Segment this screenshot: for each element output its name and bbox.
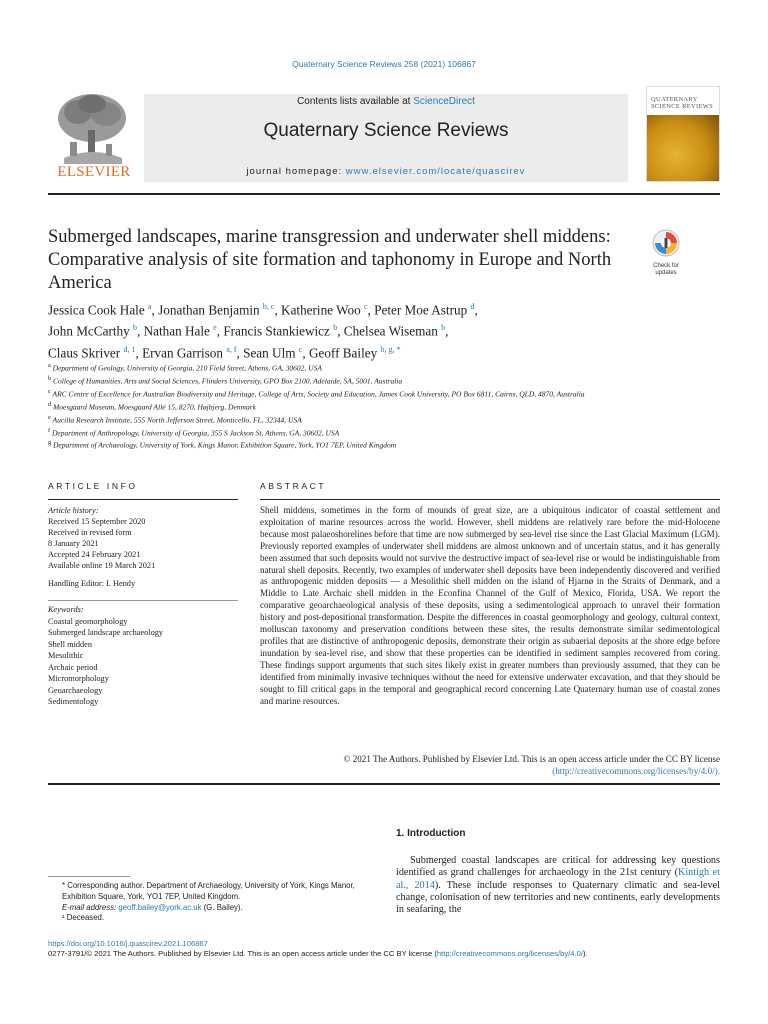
author-name[interactable]: Peter Moe Astrup <box>374 302 468 318</box>
affiliation-key: b <box>48 374 52 382</box>
cover-image <box>647 115 719 181</box>
citation-link[interactable]: Kintigh et al., 2014 <box>396 867 720 891</box>
keyword-item: Archaic period <box>48 662 98 672</box>
introduction-text: Submerged coastal landscapes are critical for addressing key questions identified as grand challenges for archaeology in the 21st century (Kintigh et al., 2014). These include responses to Quaternary climatic and sea-level change, colonisation of new territories and new continents, early developments in seafaring, the <box>396 855 720 916</box>
author-name[interactable]: Katherine Woo <box>281 302 361 318</box>
cover-title: QUATERNARY SCIENCE REVIEWS <box>651 96 714 110</box>
email-note: E-mail address: geoff.bailey@york.ac.uk (G. Bailey). <box>62 902 243 912</box>
abstract-text: Shell middens, sometimes in the form of mounds of great size, are a ubiquitous indicator of coastal settlement and exploitation of marine resources across the world. However, shell middens are relatively rare before the mid-Holocene because most palaeoshorelines before that time are now submerged by sea-level rise since the Last Glacial Maximum (LGM). Previously reported examples of underwater shell middens are almost unknown and of uncertain status, and it has generally been assumed that such deposits would not survive the destructive impact of sea-level rise or would be indistinguishable from natural shell deposits. Recently, two examples of underwater shell deposits have been independently discovered and verified as anthropogenic midden deposits — a Mesolithic shell midden on the island of Hjarnø in the Straits of Denmark, and a Middle to Late Archaic shell midden in the Econfina Channel of the Gulf of Mexico, Florida, USA. We report the comparative geoarchaeological analysis of these deposits, using a sedimentological approach to unravel their formation history and post-depositional transformation. Despite the differences in coastal geomorphology and geology, cultural context, molluscan taxonomy and preservation conditions between these sites, the results demonstrate similar sedimentological profiles that are distinctive of anthropogenic deposits, demonstrate their origin as subaerial deposits at the shore edge before inundation by sea-level rise, and show that these properties can be identified in sediment samples recovered from coring. These findings support arguments that such sites likely exist in greater numbers than previously assumed, that they can be identified from minimally invasive techniques without the need for extensive underwater excavation, and that they should be sought to fill critical gaps in the temporal and geographical record concerning Late Quaternary human use of coastal zones and marine resources. <box>260 505 720 706</box>
author-name[interactable]: Nathan Hale <box>143 323 210 339</box>
article-info-divider <box>48 499 238 500</box>
article-info-heading: ARTICLE INFO <box>48 481 138 491</box>
affiliation-key: g <box>48 439 52 447</box>
author-name[interactable]: John McCarthy <box>48 323 130 339</box>
history-line: Accepted 24 February 2021 <box>48 550 141 559</box>
journal-citation[interactable]: Quaternary Science Reviews 258 (2021) 106867 <box>292 59 476 69</box>
doi-link[interactable]: https://doi.org/10.1016/j.quascirev.2021.106867 <box>48 939 208 948</box>
keyword-item: Coastal geomorphology <box>48 616 128 626</box>
author-affiliation-marker[interactable]: a <box>147 302 152 311</box>
affiliation-item <box>48 426 668 439</box>
corresponding-author-note: * Corresponding author. Department of Archaeology, University of York, Kings Manor, Exhibition Square, York, YO1 7EP, United Kingdom. <box>62 881 355 901</box>
keywords-divider <box>48 600 238 601</box>
affiliation-key: f <box>48 426 51 434</box>
author-name[interactable]: Jessica Cook Hale <box>48 302 145 318</box>
history-line: 8 January 2021 <box>48 539 99 548</box>
crossmark-button[interactable] <box>648 229 684 276</box>
author-name[interactable]: Claus Skriver <box>48 345 121 361</box>
history-line: Received in revised form <box>48 528 132 537</box>
author-affiliation-marker[interactable]: d, 1 <box>123 344 136 354</box>
affiliation-text: Department of Archaeology, University of York, Kings Manor, Exhibition Square, York, YO1 7EP, United Kingdom <box>51 440 397 450</box>
handling-editor: Handling Editor: I. Hendy <box>48 579 136 588</box>
affiliation-item <box>48 438 668 451</box>
affiliation-item <box>48 387 668 400</box>
crossmark-icon <box>652 229 680 257</box>
author-affiliation-marker[interactable]: b <box>441 323 446 333</box>
introduction-heading: 1. Introduction <box>396 828 466 839</box>
journal-banner <box>144 94 628 182</box>
journal-homepage: journal homepage: www.elsevier.com/locate/quascirev <box>246 166 526 177</box>
keyword-item: Geoarchaeology <box>48 685 103 695</box>
keyword-item: Mesolithic <box>48 651 84 660</box>
author-name[interactable]: Sean Ulm <box>243 345 296 361</box>
author-name[interactable]: Chelsea Wiseman <box>343 323 438 339</box>
affiliation-key: a <box>48 362 51 369</box>
author-affiliation-marker[interactable]: c <box>363 302 368 311</box>
keyword-item: Micromorphology <box>48 674 109 683</box>
affiliation-text: Moesgaard Museum, Moesgaard Allé 15, 8270, Højbjerg, Denmark <box>51 402 256 412</box>
publisher-name: ELSEVIER <box>57 164 131 180</box>
author-affiliation-marker[interactable]: b <box>333 323 338 333</box>
journal-header <box>48 86 720 182</box>
author-affiliation-marker[interactable]: b <box>132 323 137 333</box>
journal-title[interactable]: Quaternary Science Reviews <box>263 120 509 141</box>
footnote-divider <box>48 876 130 877</box>
history-line: Available online 19 March 2021 <box>48 561 156 570</box>
keywords-label: Keywords: <box>48 605 84 614</box>
email-link[interactable]: geoff.bailey@york.ac.uk <box>118 902 202 912</box>
footnotes <box>48 881 378 924</box>
history-line: Received 15 September 2020 <box>48 517 146 526</box>
affiliation-text: Aucilla Research Institute, 555 North Jefferson Street, Monticello, FL, 32344, USA <box>50 415 302 425</box>
sciencedirect-link[interactable]: ScienceDirect <box>413 96 475 107</box>
header-divider <box>48 193 720 195</box>
abstract-bottom-divider <box>48 783 720 785</box>
footer-license-link[interactable]: http://creativecommons.org/licenses/by/4.0/ <box>436 949 583 958</box>
article-history <box>48 505 238 571</box>
affiliation-item <box>48 413 668 426</box>
license-statement <box>260 754 720 778</box>
article-history-label: Article history: <box>48 506 99 515</box>
article-title: Submerged landscapes, marine transgression and underwater shell middens: Comparative analysis of site formation and taphonomy in Europe and North America <box>48 227 612 293</box>
contents-line: Contents lists available at ScienceDirect <box>297 96 475 107</box>
keywords <box>48 604 238 708</box>
affiliation-text: Department of Geology, University of Georgia, 210 Field Street, Athens, GA, 30602, USA <box>50 363 322 373</box>
elsevier-logo[interactable] <box>48 86 140 182</box>
keyword-item: Submerged landscape archaeology <box>48 628 164 637</box>
journal-cover-thumbnail[interactable] <box>646 86 720 182</box>
author-affiliation-marker[interactable]: c <box>298 344 303 354</box>
affiliation-text: Department of Anthropology, University of Georgia, 355 S Jackson St, Athens, GA, 30602, USA <box>50 428 340 438</box>
abstract-heading: ABSTRACT <box>260 481 327 491</box>
crossmark-label: Check for updates <box>653 263 679 276</box>
author-affiliation-marker[interactable]: b, g, * <box>380 344 401 354</box>
affiliation-key: d <box>48 400 52 408</box>
deceased-note: ¹ Deceased. <box>62 913 105 923</box>
author-name[interactable]: Ervan Garrison <box>142 345 223 361</box>
affiliation-item <box>48 374 668 387</box>
license-text: © 2021 The Authors. Published by Elsevier Ltd. This is an open access article under the CC BY license <box>343 754 720 764</box>
affiliation-list <box>48 361 668 451</box>
affiliation-item <box>48 400 668 413</box>
keyword-item: Sedimentology <box>48 697 99 706</box>
author-list: Jessica Cook Hale $^a$, Jonathan Benjamin $^{b, c}$, Katherine Woo $^c$, Peter Moe Astrup $^d$, John McCarthy $^b$, Nathan Hale $^e$, Francis Stankiewicz $^b$, Chelsea Wiseman $^b$, Claus Skriver $^{d, 1}$, Ervan Garrison $^{a, f}$, Sean Ulm $^c$, Geoff Bailey $^{b, g, *}$ <box>48 302 478 361</box>
affiliation-key: c <box>48 387 51 395</box>
issn-license-line: 0277-3791/© 2021 The Authors. Published by Elsevier Ltd. This is an open access article under the CC BY license (http://creativecommons.org/licenses/by/4.0/). <box>48 949 588 958</box>
journal-homepage-link[interactable]: www.elsevier.com/locate/quascirev <box>345 166 526 177</box>
affiliation-text: ARC Centre of Excellence for Australian Biodiversity and Heritage, College of Arts, Society and Education, James Cook University, PO Box 6811, Cairns, QLD, 4870, Australia <box>50 389 585 399</box>
author-affiliation-marker[interactable]: e <box>213 323 217 333</box>
affiliation-key: e <box>48 413 51 421</box>
author-affiliation-marker[interactable]: b, c <box>262 302 275 311</box>
author-name[interactable]: Francis Stankiewicz <box>223 323 330 339</box>
author-affiliation-marker[interactable]: d <box>470 302 475 311</box>
keyword-item: Shell midden <box>48 639 93 649</box>
affiliation-item <box>48 361 668 374</box>
license-link[interactable]: (http://creativecommons.org/licenses/by/4.0/). <box>552 765 720 776</box>
abstract-divider <box>260 499 720 500</box>
author-name[interactable]: Jonathan Benjamin <box>158 302 260 318</box>
affiliation-text: College of Humanities, Arts and Social Sciences, Flinders University, GPO Box 2100, Adelaide, SA, 5001, Australia <box>51 376 403 386</box>
author-affiliation-marker[interactable]: a, f <box>226 344 237 354</box>
author-name[interactable]: Geoff Bailey <box>308 345 378 361</box>
